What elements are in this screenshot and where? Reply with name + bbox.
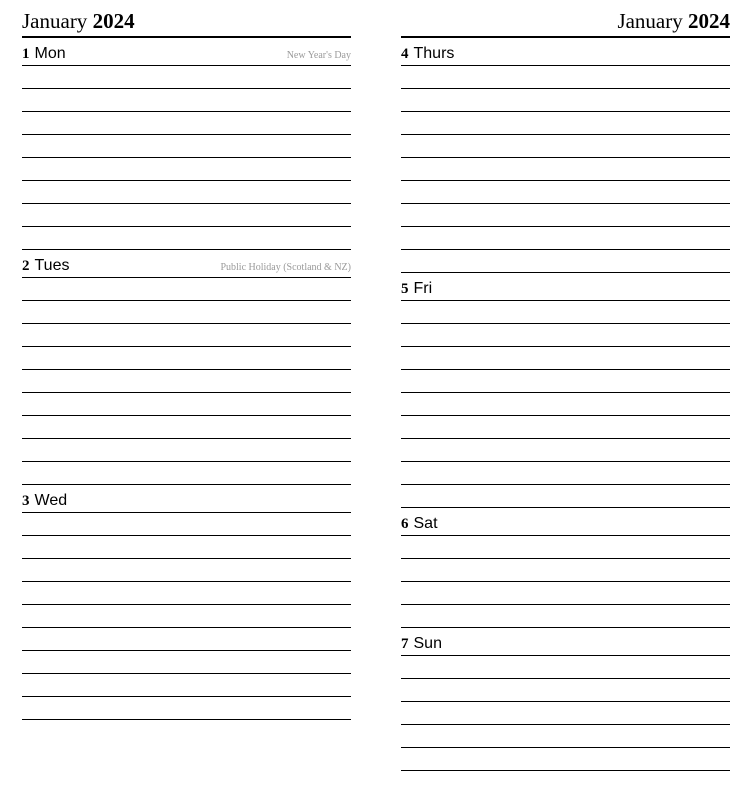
writing-line[interactable] (22, 416, 351, 439)
day-number-6: 6 (401, 516, 409, 532)
day-header-4 (401, 45, 730, 66)
day-title-2 (22, 257, 69, 275)
writing-line[interactable] (22, 697, 351, 720)
day-name-2: Tues (34, 257, 70, 274)
writing-line[interactable] (22, 135, 351, 158)
writing-line[interactable] (401, 181, 730, 204)
day-entry-5 (401, 280, 730, 508)
writing-line[interactable] (22, 462, 351, 485)
day-number-1: 1 (22, 46, 30, 62)
day-number-7: 7 (401, 636, 409, 652)
day-note-2: Public Holiday (Scotland & NZ) (220, 262, 351, 273)
writing-line[interactable] (22, 393, 351, 416)
writing-line[interactable] (22, 559, 351, 582)
day-name-3: Wed (34, 492, 68, 509)
day-title-3 (22, 492, 67, 510)
writing-line[interactable] (401, 559, 730, 582)
writing-lines-3[interactable] (22, 513, 351, 720)
left-year-label: 2024 (92, 9, 135, 33)
writing-line[interactable] (22, 181, 351, 204)
day-entry-7 (401, 635, 730, 771)
writing-line[interactable] (22, 158, 351, 181)
writing-line[interactable] (401, 66, 730, 89)
writing-lines-6[interactable] (401, 536, 730, 628)
writing-line[interactable] (22, 370, 351, 393)
right-page (376, 0, 752, 799)
day-entry-4 (401, 45, 730, 273)
writing-line[interactable] (22, 301, 351, 324)
day-name-7: Sun (413, 635, 442, 652)
right-month-label: January (617, 9, 683, 33)
writing-line[interactable] (401, 158, 730, 181)
day-title-1 (22, 45, 66, 63)
day-title-6 (401, 515, 438, 533)
writing-line[interactable] (401, 135, 730, 158)
writing-line[interactable] (401, 370, 730, 393)
day-header-3 (22, 492, 351, 513)
writing-line[interactable] (22, 651, 351, 674)
day-entry-3 (22, 492, 351, 720)
writing-line[interactable] (22, 204, 351, 227)
writing-line[interactable] (22, 439, 351, 462)
writing-line[interactable] (22, 347, 351, 370)
writing-lines-4[interactable] (401, 66, 730, 273)
day-name-1: Mon (34, 45, 66, 62)
day-name-4: Thurs (413, 45, 455, 62)
writing-line[interactable] (401, 582, 730, 605)
writing-line[interactable] (401, 393, 730, 416)
writing-line[interactable] (401, 347, 730, 370)
writing-line[interactable] (401, 89, 730, 112)
day-number-2: 2 (22, 258, 30, 274)
writing-line[interactable] (401, 416, 730, 439)
writing-line[interactable] (401, 324, 730, 347)
writing-lines-1[interactable] (22, 66, 351, 250)
day-number-5: 5 (401, 281, 409, 297)
day-name-6: Sat (413, 515, 438, 532)
writing-line[interactable] (22, 674, 351, 697)
writing-line[interactable] (401, 462, 730, 485)
writing-line[interactable] (22, 66, 351, 89)
day-header-5 (401, 280, 730, 301)
writing-line[interactable] (22, 278, 351, 301)
writing-line[interactable] (401, 679, 730, 702)
writing-line[interactable] (22, 536, 351, 559)
writing-line[interactable] (22, 513, 351, 536)
writing-line[interactable] (401, 250, 730, 273)
writing-line[interactable] (401, 605, 730, 628)
writing-line[interactable] (22, 605, 351, 628)
left-month-label: January (22, 9, 88, 33)
writing-line[interactable] (401, 656, 730, 679)
writing-line[interactable] (401, 301, 730, 324)
writing-line[interactable] (22, 628, 351, 651)
left-month-header (22, 8, 351, 38)
day-title-5 (401, 280, 432, 298)
writing-lines-7[interactable] (401, 656, 730, 771)
day-header-7 (401, 635, 730, 656)
writing-line[interactable] (401, 748, 730, 771)
writing-line[interactable] (401, 227, 730, 250)
writing-line[interactable] (401, 439, 730, 462)
day-entry-2 (22, 257, 351, 485)
writing-line[interactable] (22, 89, 351, 112)
writing-line[interactable] (22, 227, 351, 250)
day-entry-1 (22, 45, 351, 250)
writing-line[interactable] (401, 536, 730, 559)
writing-line[interactable] (401, 204, 730, 227)
day-title-4 (401, 45, 454, 63)
writing-lines-2[interactable] (22, 278, 351, 485)
writing-line[interactable] (401, 112, 730, 135)
day-header-6 (401, 515, 730, 536)
day-number-4: 4 (401, 46, 409, 62)
day-header-2 (22, 257, 351, 278)
day-header-1 (22, 45, 351, 66)
day-note-1: New Year's Day (286, 50, 351, 61)
writing-line[interactable] (22, 582, 351, 605)
right-month-header (401, 8, 730, 38)
day-title-7 (401, 635, 442, 653)
right-year-label: 2024 (688, 9, 730, 33)
day-number-3: 3 (22, 493, 30, 509)
day-entry-6 (401, 515, 730, 628)
writing-line[interactable] (22, 112, 351, 135)
day-name-5: Fri (413, 280, 433, 297)
writing-lines-5[interactable] (401, 301, 730, 508)
writing-line[interactable] (401, 725, 730, 748)
writing-line[interactable] (401, 702, 730, 725)
writing-line[interactable] (22, 324, 351, 347)
writing-line[interactable] (401, 485, 730, 508)
